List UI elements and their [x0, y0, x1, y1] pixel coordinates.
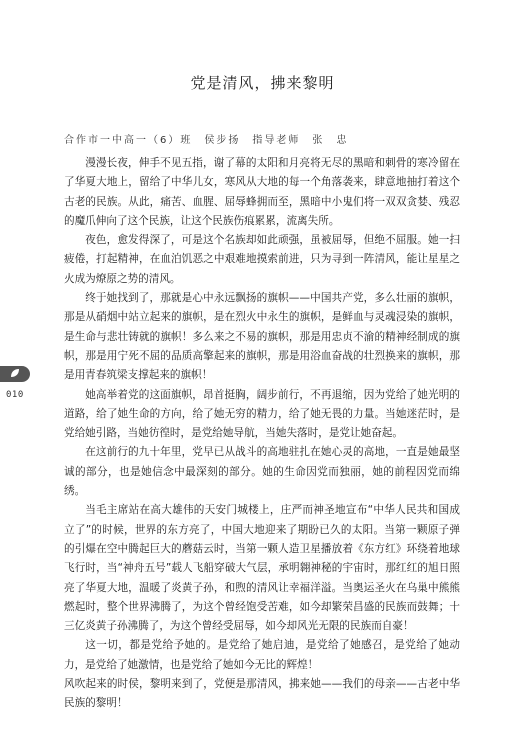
article-title: 党是清风，拂来黎明 [190, 74, 335, 92]
paragraph: 风吹起来的时侯，黎明来到了，党便是那清风，拂来她——我们的母亲——古老中华民族的黎明！ [64, 678, 460, 710]
paragraph: 在这前行的九十年里，党早已从战斗的高地驻扎在她心灵的高地，一直是她最坚诚的部分，也是她信念中最深刻的部分。她的生命因党而独丽，她的前程因党而绵绣。 [64, 446, 460, 498]
article-byline: 合作市一中高一（6）班 侯步扬 指导老师 张 忠 [64, 135, 349, 146]
paragraph: 她高举着党的这面旗帜，昂首挺胸，阔步前行，不再退缩，因为党给了她光明的道路，给了她生命的方向，给了她无穷的精力，给了她无畏的力量。当她迷茫时，是党给她引路，当她彷徨时，是党给她导航，当她失落时，是党让她奋起。 [64, 388, 460, 440]
paragraph: 当毛主席站在高大雄伟的天安门城楼上，庄严而神圣地宣布“中华人民共和国成立了”的时候，世界的东方亮了，中国大地迎来了期盼已久的太阳。当第一颗原子弹的引爆在空中腾起巨大的蘑菇云时，当第一颗人造卫星播放着《东方红》环绕着地球飞行时，当“神舟五号”载人飞船穿破大气层，承明翱神秘的宇宙时，那红红的旭日照亮了华夏大地，温暖了炎黄子孙，和煦的清风让幸福洋溢。当奥运圣火在乌巢中熊熊燃起时，整个世界沸腾了，为这个曾经饱受苦难，如今却繁荣昌盛的民族而鼓舞；十三亿炎黄子孙沸腾了，为这个曾经受屈辱，如今却风光无限的民族而自豪！ [64, 504, 460, 633]
article-body [64, 154, 460, 714]
leaf-icon [10, 368, 20, 378]
paragraph: 这一切，都是党给予她的。是党给了她启迪，是党给了她感召，是党给了她动力，是党给了她激情，也是党给了她如今无比的辉煌！ [64, 639, 460, 671]
paragraph: 终于她找到了，那就是心中永远飘扬的旗帜——中国共产党，多么壮丽的旗帜，那是从硝烟中站立起来的旗帜，是在烈火中永生的旗帜，是鲜血与灵魂浸染的旗帜，是生命与悲壮铸就的旗帜！多么来之不易的旗帜，那是用忠贞不渝的精神经制成的旗帜，那是用宁死不屈的品质高擎起来的旗帜，那是用浴血奋战的壮烈换来的旗帜，那是用青春筑梁支撑起来的旗帜！ [64, 292, 460, 382]
paragraph: 夜色，愈发得深了，可是这个名族却如此顽强，虽被屈辱，但绝不屈服。她一扫疲倦，打起精神，在血泊饥恶之中艰难地摸索前进，只为寻到一阵清风，能让星星之火成为燎原之势的清风。 [64, 234, 460, 285]
page-number: 010 [6, 390, 24, 400]
paragraph: 漫漫长夜，伸手不见五指，谢了幕的太阳和月亮将无尽的黑暗和刺骨的寒冷留在了华夏大地上，留给了中华儿女，寒风从大地的每一个角落袭来，肆意地抽打着这个古老的民族。从此，痛苦、血腥、屈辱蜂拥而至，黑暗中小鬼们将一双双贪婪、残忍的魔爪伸向了这个民族，让这个民族伤痕累累，流离失所。 [64, 157, 460, 227]
